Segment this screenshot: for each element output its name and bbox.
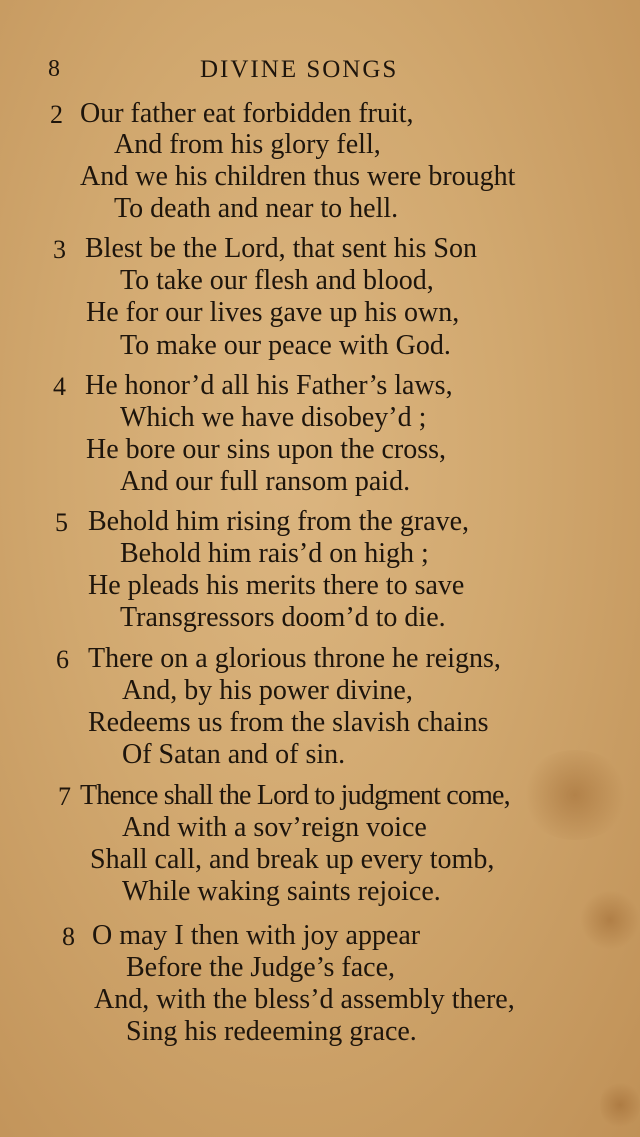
verse-line: Behold him rising from the grave, [88, 506, 470, 537]
paper-stain [580, 890, 640, 950]
verse-line: He honor’d all his Father’s laws, [85, 370, 453, 401]
verse-line: To make our peace with God. [120, 330, 451, 361]
verse-line: Behold him rais’d on high ; [120, 538, 429, 569]
stanza-number: 8 [62, 922, 75, 951]
verse-line: He bore our sins upon the cross, [86, 434, 447, 465]
verse-line: Our father eat forbidden fruit, [80, 98, 414, 129]
page-number: 8 [48, 56, 60, 82]
verse-line: And, with the bless’d assembly there, [94, 984, 515, 1015]
paper-stain [520, 750, 630, 840]
verse-line: While waking saints rejoice. [122, 876, 441, 907]
verse-line: Redeems us from the slavish chains [88, 707, 489, 738]
verse-line: And we his children thus were brought [80, 161, 516, 192]
verse-line: Blest be the Lord, that sent his Son [85, 233, 477, 264]
verse-line: Before the Judge’s face, [126, 952, 395, 983]
stanza-number: 6 [56, 645, 69, 674]
paper-stain [600, 1080, 640, 1130]
page-header [0, 56, 640, 90]
verse-line: And our full ransom paid. [120, 466, 411, 497]
verse-line: And with a sov’reign voice [122, 812, 427, 843]
verse-line: To death and near to hell. [114, 193, 399, 224]
stanza-number: 3 [53, 235, 66, 264]
verse-line: He pleads his merits there to save [88, 570, 465, 601]
stanza-number: 2 [50, 100, 63, 129]
stanza-number: 5 [55, 508, 68, 537]
verse-line: Thence shall the Lord to judgment come, [80, 780, 510, 811]
verse-line: O may I then with joy appear [92, 920, 421, 951]
verse-line: Transgressors doom’d to die. [120, 602, 446, 633]
stanza-number: 7 [58, 782, 71, 811]
running-title: DIVINE SONGS [200, 56, 399, 83]
verse-line: There on a glorious throne he reigns, [88, 643, 501, 674]
verse-line: Shall call, and break up every tomb, [90, 844, 495, 875]
verse-line: He for our lives gave up his own, [86, 297, 460, 328]
verse-line: And from his glory fell, [114, 129, 381, 160]
verse-line: Which we have disobey’d ; [120, 402, 427, 433]
stanza-number: 4 [53, 372, 66, 401]
verse-line: Sing his redeeming grace. [126, 1016, 417, 1047]
verse-line: And, by his power divine, [122, 675, 413, 706]
verse-line: Of Satan and of sin. [122, 739, 346, 770]
verse-line: To take our flesh and blood, [120, 265, 434, 296]
